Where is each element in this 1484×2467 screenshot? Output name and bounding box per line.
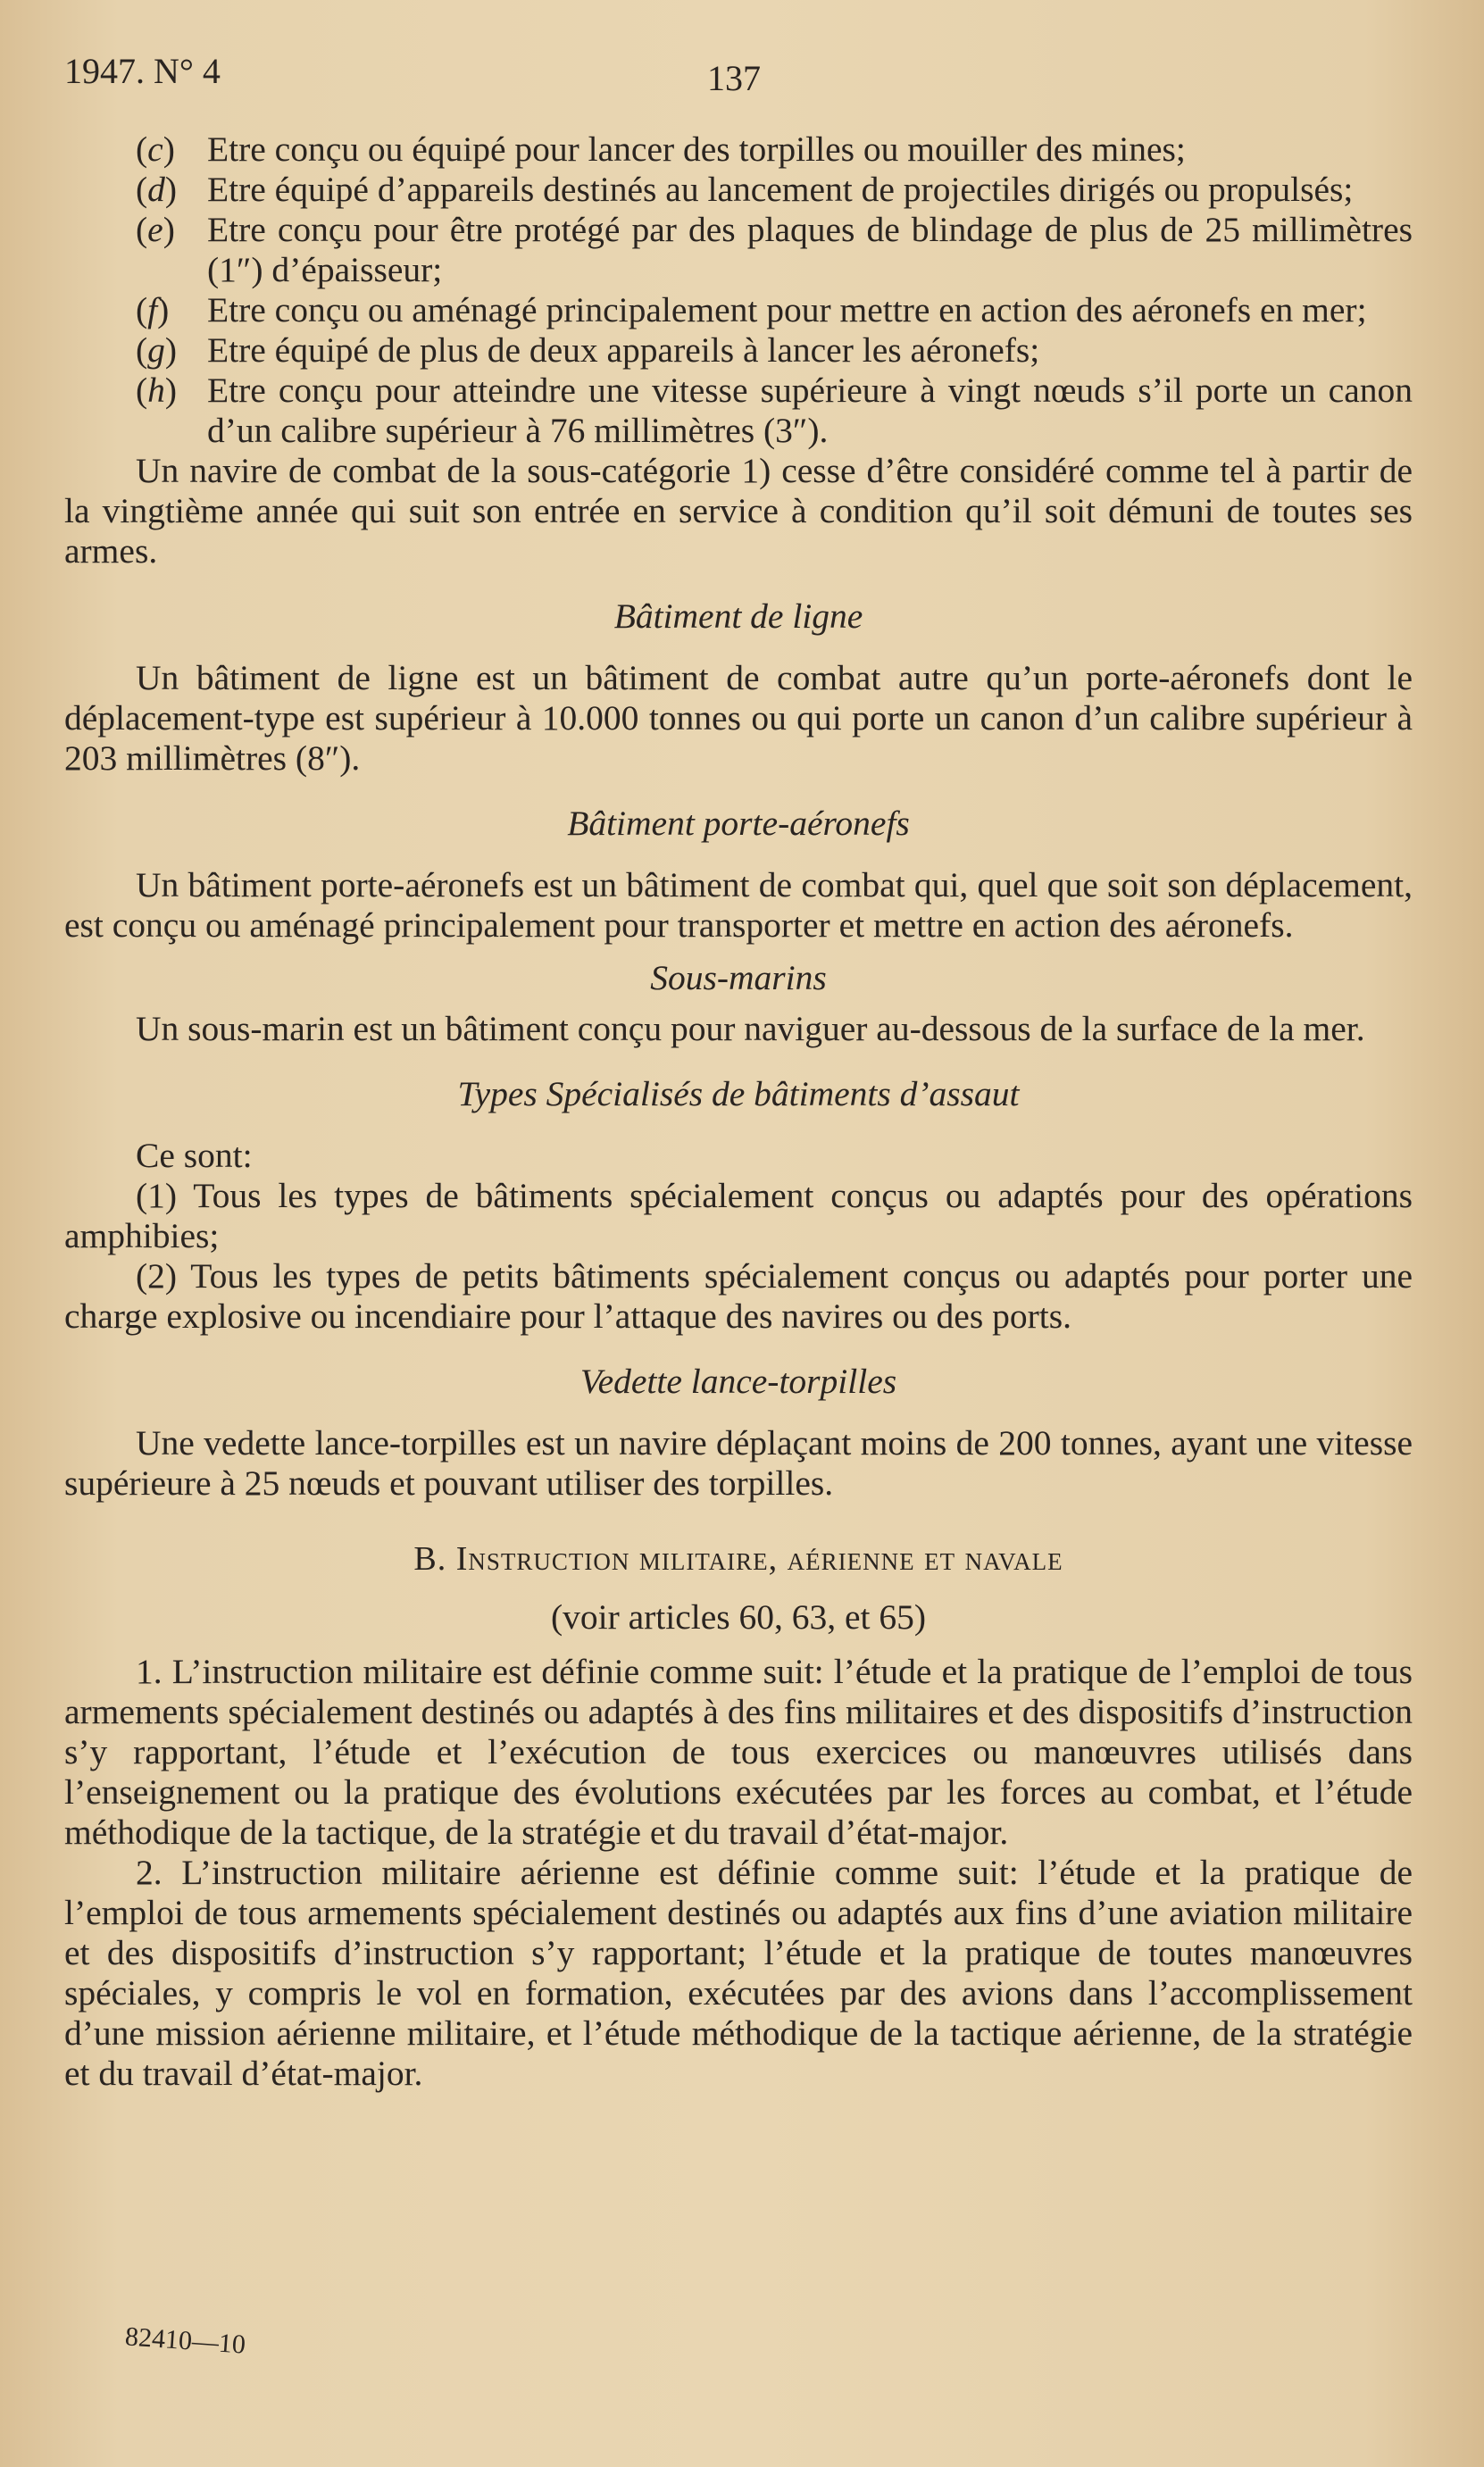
list-item <box>64 290 1413 330</box>
item-label: ( h ) <box>64 371 207 451</box>
page-number: 137 <box>707 58 761 98</box>
item-label: ( d ) <box>64 170 207 210</box>
item-text: Etre conçu pour atteindre une vitesse supérieure à vingt nœuds s’il porte un canon d’un calibre supérieur à 76 millimètres (3″). <box>207 371 1413 450</box>
paragraph-types-intro: Ce sont: <box>136 1136 253 1175</box>
paragraph-b2: 2. L’instruction militaire aérienne est définie comme suit: l’étude et la pratique de l’emploi de tous armements spécialement destinés ou adaptés aux fins d’une aviation militaire et des dispositifs d’instruction s’y rapportant; l’étude et la pratique de toutes manœuvres spéciales, y compris le vol en formation, exécutées par des avions dans l’accomplissement d’une mission aérienne militaire, et l’étude méthodique de la tactique aérienne, de la stratégie et du travail d’état-major. <box>64 1853 1413 2093</box>
item-text: Etre équipé de plus de deux appareils à lancer les aéronefs; <box>207 330 1040 370</box>
paragraph-types-item-2: (2) Tous les types de petits bâtiments spécialement conçus ou adaptés pour porter une charge explosive ou incendiaire pour l’attaque des navires ou des ports. <box>64 1256 1413 1336</box>
printer-code: 82410—10 <box>124 2321 247 2360</box>
section-title-b: B. Instruction militaire, aérienne et navale <box>413 1540 1063 1578</box>
item-label: ( e ) <box>64 210 207 290</box>
paragraph-sous-marins: Un sous-marin est un bâtiment conçu pour naviguer au-dessous de la surface de la mer. <box>136 1009 1365 1048</box>
heading-vedette: Vedette lance-torpilles <box>579 1362 897 1401</box>
paragraph-types-item-1: (1) Tous les types de bâtiments spécialement conçus ou adaptés pour des opérations amphibies; <box>64 1176 1413 1255</box>
item-text: Etre conçu ou équipé pour lancer des torpilles ou mouiller des mines; <box>207 129 1186 169</box>
heading-batiment-de-ligne: Bâtiment de ligne <box>613 596 863 636</box>
item-text: Etre équipé d’appareils destinés au lancement de projectiles dirigés ou propulsés; <box>207 170 1354 209</box>
list-item <box>64 170 1413 210</box>
list-item <box>64 330 1413 371</box>
document-body <box>64 129 1413 2094</box>
list-item <box>64 210 1413 290</box>
item-label: ( g ) <box>64 330 207 371</box>
paragraph-vedette: Une vedette lance-torpilles est un navire déplaçant moins de 200 tonnes, ayant une vitesse supérieure à 25 nœuds et pouvant utiliser des torpilles. <box>64 1423 1413 1503</box>
item-label: ( c ) <box>64 129 207 170</box>
paragraph-porte-aeronefs: Un bâtiment porte-aéronefs est un bâtiment de combat qui, quel que soit son déplacement, est conçu ou aménagé principalement pour transporter et mettre en action des aéronefs. <box>64 865 1413 945</box>
list-item <box>64 371 1413 451</box>
item-text: Etre conçu pour être protégé par des plaques de blindage de plus de 25 millimètres (1″) d’épaisseur; <box>207 210 1413 289</box>
section-subtitle-b: (voir articles 60, 63, et 65) <box>550 1597 927 1637</box>
item-text: Etre conçu ou aménagé principalement pour mettre en action des aéronefs en mer; <box>207 290 1367 329</box>
heading-porte-aeronefs: Bâtiment porte-aéronefs <box>567 804 910 843</box>
paragraph-ligne: Un bâtiment de ligne est un bâtiment de combat autre qu’un porte-aéronefs dont le déplacement-type est supérieur à 10.000 tonnes ou qui porte un canon d’un calibre supérieur à 203 millimètres (8″). <box>64 658 1413 778</box>
page-header <box>64 50 1439 104</box>
paragraph-combat: Un navire de combat de la sous-catégorie 1) cesse d’être considéré comme tel à partir de la vingtième année qui suit son entrée en service à condition qu’il soit démuni de toutes ses armes. <box>64 451 1413 571</box>
item-label: ( f ) <box>64 290 207 330</box>
paragraph-b1: 1. L’instruction militaire est définie comme suit: l’étude et la pratique de l’emploi de tous armements spécialement destinés ou adaptés à des fins militaires et des dispositifs d’instruction s’y rapportant, l’étude et l’exécution de tous exercices ou manœuvres utilisés dans l’enseignement ou la pratique des évolutions exécutées par les forces au combat, et l’étude méthodique de la tactique, de la stratégie et du travail d’état-major. <box>64 1652 1413 1852</box>
heading-types-specialises: Types Spécialisés de bâtiments d’assaut <box>457 1074 1020 1113</box>
list-item <box>64 129 1413 170</box>
heading-sous-marins: Sous-marins <box>650 958 827 997</box>
journal-reference: 1947. N° 4 <box>64 51 221 91</box>
